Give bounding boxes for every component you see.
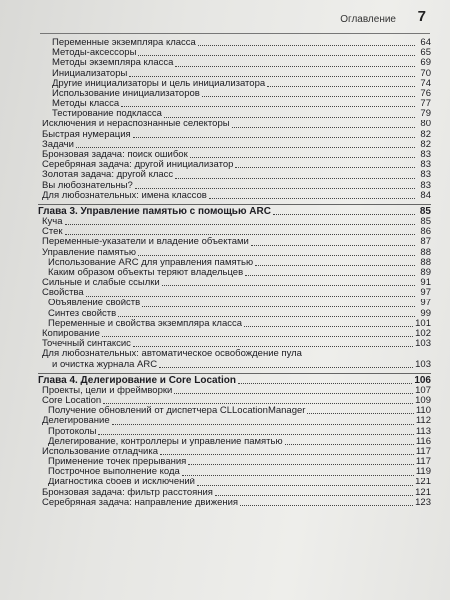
toc-entry: [38, 467, 431, 477]
toc-entry-title: Задачи: [42, 139, 74, 150]
toc-entry: [38, 457, 431, 467]
dot-leader: [135, 188, 415, 189]
dot-leader: [232, 127, 415, 128]
dot-leader: [162, 285, 415, 286]
toc-entry: [38, 217, 431, 227]
dot-leader: [285, 444, 414, 445]
toc-page-number: 117: [415, 457, 431, 468]
toc-page-number: 88: [420, 247, 431, 258]
dot-leader: [202, 96, 415, 97]
toc-entry-title: Синтез свойств: [48, 308, 117, 319]
toc-entry: [38, 416, 431, 426]
toc-page-number: 110: [415, 406, 431, 417]
toc-entry-title: Быстрая нумерация: [42, 129, 131, 140]
toc-entry-title: Глава 4. Делегирование и Core Location: [38, 374, 236, 386]
dot-leader: [215, 495, 413, 496]
toc-page-number: 123: [415, 497, 431, 508]
toc-entry: [38, 69, 431, 79]
toc-entry-title: Получение обновлений от диспетчера CLLocationManager: [48, 406, 306, 417]
toc-entry: [38, 447, 431, 457]
toc-entry-title: Переменные-указатели и владение объектами: [42, 237, 249, 248]
toc-entry: [38, 227, 431, 237]
toc-page-number: 102: [415, 329, 431, 340]
toc-entry-title: Методы экземпляра класса: [52, 58, 174, 69]
dot-leader: [121, 106, 415, 107]
toc-entry: [38, 258, 431, 268]
toc-entry-title: Использование инициализаторов: [52, 88, 200, 99]
dot-leader: [118, 316, 415, 317]
toc-entry: [38, 339, 431, 349]
toc-entry-title: Бронзовая задача: фильтр расстояния: [42, 487, 213, 498]
dot-leader: [86, 296, 415, 297]
toc-entry-title: Переменные экземпляра класса: [52, 38, 196, 48]
toc-page-number: 89: [420, 267, 431, 278]
toc-page-number: 79: [420, 109, 431, 120]
dot-leader: [273, 214, 415, 215]
dot-leader: [65, 234, 415, 235]
dot-leader: [103, 403, 413, 404]
toc-page-number: 103: [415, 358, 431, 370]
toc-page-number: 82: [420, 139, 431, 150]
toc-entry-title: Построчное выполнение кода: [48, 467, 180, 478]
toc-entry: [38, 299, 431, 309]
toc-entry: [38, 89, 431, 99]
toc-page-number: 97: [420, 298, 431, 309]
toc-entry: [38, 48, 431, 58]
toc-page-number: 82: [420, 129, 431, 140]
toc-page-number: 65: [420, 48, 431, 59]
toc-entry: [38, 58, 431, 68]
dot-leader: [142, 306, 415, 307]
toc-entry: [38, 329, 431, 339]
toc-entry-title: Копирование: [42, 329, 100, 340]
dot-leader: [138, 55, 415, 56]
page-number: 7: [417, 8, 426, 25]
toc-entry-title: Для любознательных: имена классов: [42, 190, 207, 201]
dot-leader: [98, 434, 413, 435]
dot-leader: [235, 167, 415, 168]
toc-entry-title: Core Location: [42, 396, 102, 406]
dot-leader: [255, 265, 415, 266]
dot-leader: [190, 157, 415, 158]
toc-entry-title: Серебряная задача: направление движения: [42, 497, 239, 508]
toc-entry: [38, 288, 431, 298]
dot-leader: [244, 326, 413, 327]
dot-leader: [307, 413, 413, 414]
toc-entry-title: Делегирование: [42, 416, 110, 427]
toc-entry-title: Управление памятью: [42, 247, 136, 258]
toc-entry-title: Инициализаторы: [52, 68, 128, 79]
toc-entry: [38, 319, 431, 329]
dot-leader: [251, 245, 415, 246]
dot-leader: [159, 367, 413, 368]
toc-entry-continuation: [42, 360, 431, 370]
dot-leader: [160, 454, 414, 455]
toc-entry: [38, 498, 431, 508]
toc-entry-title: Методы-аксессоры: [52, 48, 137, 59]
dot-leader: [198, 45, 415, 46]
toc-entry-title: Тестирование подкласса: [52, 109, 162, 120]
toc-page-number: 121: [415, 487, 431, 498]
toc-entry: [38, 237, 431, 247]
toc-entry-title: Стек: [42, 227, 63, 238]
dot-leader: [102, 336, 413, 337]
toc-entry: [38, 386, 431, 396]
dot-leader: [133, 346, 413, 347]
running-header-title: Оглавление: [340, 14, 396, 25]
toc-entry: [38, 478, 431, 488]
toc-entry-title: Другие инициализаторы и цель инициализатора: [52, 78, 266, 89]
toc-page-number: 119: [415, 467, 431, 478]
toc-entry: [38, 160, 431, 170]
toc-entry-title: Переменные и свойства экземпляра класса: [48, 318, 243, 329]
toc-entry-title: Делегирование, контроллеры и управление памятью: [48, 436, 283, 447]
toc-page-number: 84: [420, 190, 431, 201]
toc-entry: [38, 38, 431, 48]
toc-entry-title: Куча: [42, 217, 63, 227]
dot-leader: [240, 505, 413, 506]
dot-leader: [164, 117, 415, 118]
toc-entry: [38, 140, 431, 150]
toc-page-number: 80: [420, 119, 431, 130]
toc-entry: [38, 150, 431, 160]
toc-entry-title: Протоколы: [48, 426, 97, 437]
toc-entry: [38, 268, 431, 278]
dot-leader: [267, 86, 415, 87]
toc-page-number: 106: [414, 374, 431, 386]
toc-entry: [38, 170, 431, 180]
toc-page-number: 85: [420, 217, 431, 227]
toc-page-number: 88: [420, 257, 431, 268]
toc-page-number: 91: [420, 278, 431, 289]
toc-entry: [38, 109, 431, 119]
toc-page-number: 64: [420, 38, 431, 48]
dot-leader: [129, 76, 415, 77]
toc-page-number: 97: [420, 288, 431, 299]
toc-entry-title: Каким образом объекты теряют владельцев: [48, 267, 244, 278]
toc-page-number: 83: [420, 180, 431, 191]
toc-entry-title: Исключения и нераспознанные селекторы: [42, 119, 230, 130]
toc-page-number: 101: [415, 318, 431, 329]
toc-page-number: 116: [415, 436, 431, 447]
toc-page-number: 83: [420, 150, 431, 161]
toc-entry-title: Вы любознательны?: [42, 180, 133, 191]
dot-leader: [175, 178, 415, 179]
toc-entry: [38, 191, 431, 201]
dot-leader: [65, 224, 415, 225]
toc-entry-title: Объявление свойств: [48, 298, 141, 309]
toc-page-number: 121: [415, 477, 431, 488]
toc-entry-title: Использование ARC для управления памятью: [48, 257, 254, 268]
toc-entry-title: Методы класса: [52, 99, 120, 110]
toc-entry-title: Глава 3. Управление памятью с помощью ARC: [38, 205, 271, 217]
dot-leader: [138, 255, 415, 256]
dot-leader: [175, 66, 415, 67]
toc-page-number: 112: [415, 416, 431, 427]
toc-page-number: 109: [415, 396, 431, 406]
toc-page-number: 69: [420, 58, 431, 69]
toc-entry: [38, 79, 431, 89]
toc-entry: [38, 248, 431, 258]
table-of-contents: [38, 38, 431, 508]
dot-leader: [188, 464, 414, 465]
toc-entry: [38, 488, 431, 498]
toc-entry-title-cont: и очистка журнала ARC: [52, 358, 158, 370]
dot-leader: [238, 383, 412, 384]
dot-leader: [174, 393, 413, 394]
toc-page-number: 113: [415, 426, 431, 437]
dot-leader: [133, 137, 415, 138]
toc-entry: [38, 427, 431, 437]
toc-entry: [38, 278, 431, 288]
toc-page-number: 70: [420, 68, 431, 79]
toc-entry: [38, 120, 431, 130]
toc-chapter-entry: [38, 373, 431, 386]
dot-leader: [112, 424, 414, 425]
toc-entry-title: Применение точек прерывания: [48, 457, 187, 468]
toc-entry: [38, 99, 431, 109]
toc-entry: [38, 181, 431, 191]
toc-entry: [38, 396, 431, 406]
dot-leader: [76, 147, 415, 148]
page-header: [40, 8, 430, 26]
toc-page-number: 83: [420, 160, 431, 171]
toc-entry: [38, 437, 431, 447]
toc-page-number: 117: [415, 446, 431, 457]
toc-entry-title: Бронзовая задача: поиск ошибок: [42, 150, 188, 161]
toc-page-number: 103: [415, 339, 431, 350]
toc-page-number: 85: [419, 205, 431, 217]
toc-page-number: 99: [420, 308, 431, 319]
toc-entry-title: Диагностика сбоев и исключений: [48, 477, 195, 488]
toc-chapter-entry: [38, 204, 431, 217]
dot-leader: [197, 485, 413, 486]
toc-page-number: 77: [420, 99, 431, 110]
toc-entry-title: Проекты, цели и фреймворки: [42, 385, 173, 396]
toc-page-number: 107: [415, 385, 431, 396]
toc-entry-title: Свойства: [42, 288, 84, 299]
toc-page-number: 74: [420, 78, 431, 89]
dot-leader: [182, 475, 414, 476]
toc-page-number: 87: [420, 237, 431, 248]
toc-page-number: 86: [420, 227, 431, 238]
toc-entry: [38, 349, 431, 369]
toc-entry-title: Золотая задача: другой класс: [42, 170, 174, 181]
dot-leader: [209, 198, 415, 199]
header-rule: [40, 33, 430, 34]
toc-entry-title: Для любознательных: автоматическое освобождение пула: [42, 349, 302, 360]
toc-entry: [38, 130, 431, 140]
toc-entry-title: Точечный синтаксис: [42, 339, 131, 350]
toc-entry: [38, 406, 431, 416]
toc-entry-title: Серебряная задача: другой инициализатор: [42, 160, 234, 171]
toc-page-number: 83: [420, 170, 431, 181]
dot-leader: [245, 275, 415, 276]
toc-entry-title: Сильные и слабые ссылки: [42, 278, 160, 289]
toc-entry: [38, 309, 431, 319]
toc-page-number: 76: [420, 88, 431, 99]
toc-entry-title: Использование отладчика: [42, 446, 159, 457]
